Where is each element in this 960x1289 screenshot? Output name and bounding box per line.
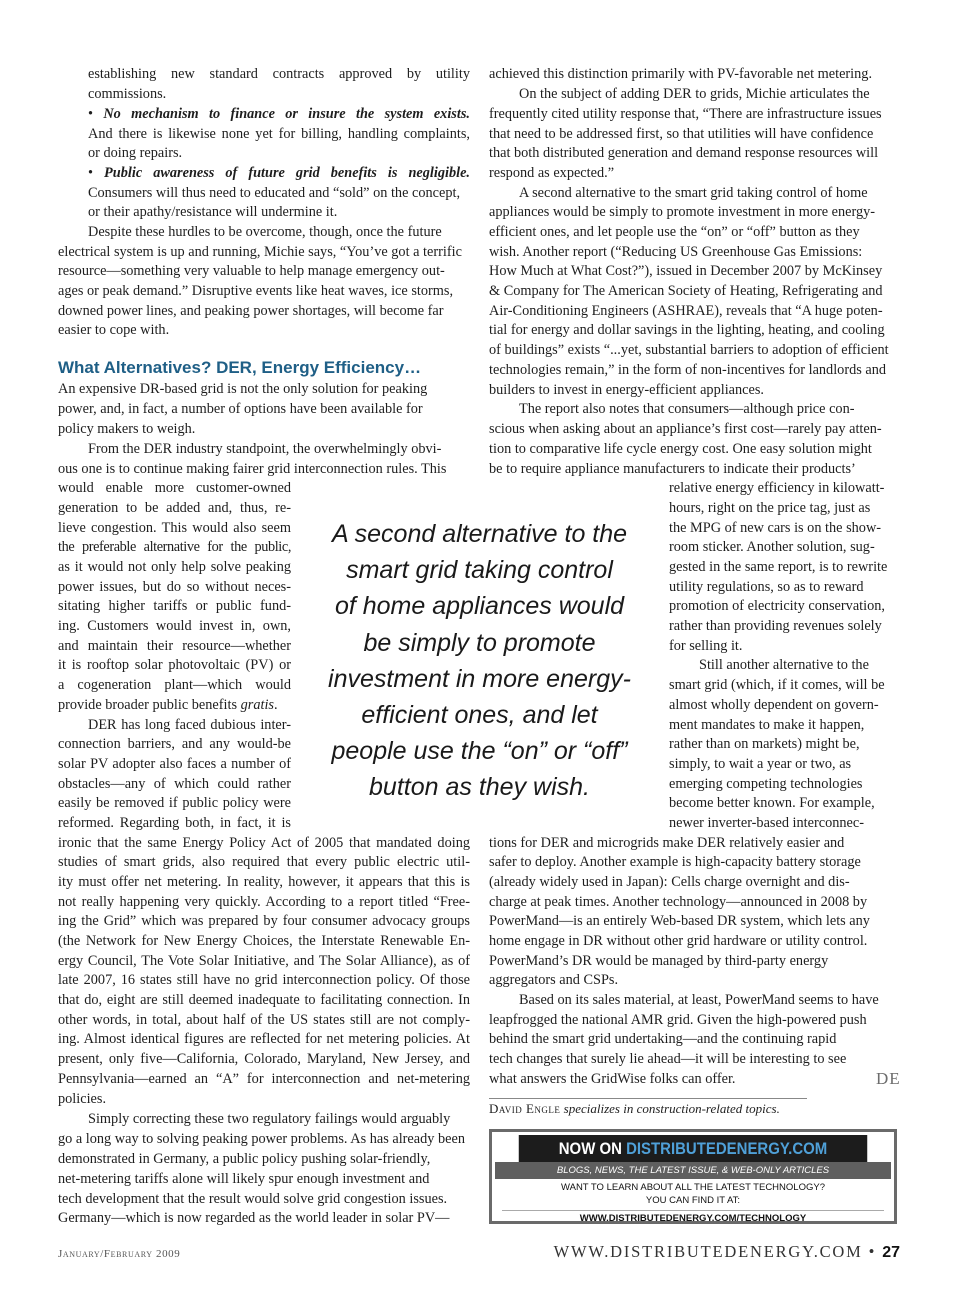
promo-divider [502,1210,884,1211]
body-text-line: emerging competing technologies [669,776,863,792]
body-text-line: would enable more customer-owned [58,480,291,496]
body-text-line: charge at peak times. Another technology—announced in 2008 by [489,894,868,910]
bullet-title: Public awareness of future grid benefits is negligible. [104,165,470,181]
body-text-line: obstacles—any of which could rather [58,776,291,792]
body-text-line: ergy Council, The Vote Solar Initiative, and The Solar Alliance), as of [58,953,470,969]
body-text-line: PowerMand—is an entirely Web-based DR system, which lets any [489,913,870,929]
body-text-line: the preferable alternative for the public, [58,539,291,555]
body-text-line: frequently cited utility response that, “There are infrastructure issues [489,106,882,122]
body-text-line: achieved this distinction primarily with PV-favorable net metering. [489,66,873,82]
body-text-line: ing. Customers would invest in, own, [58,618,291,634]
body-text-line: net-metering tariffs alone will likely spur enough investment and [58,1171,430,1187]
body-text-line: simply, to wait a year or two, as [669,756,852,772]
pull-quote-line: efficient ones, and let [361,701,598,730]
promo-tagline: BLOGS, NEWS, THE LATEST ISSUE, & WEB-ONLY ARTICLES [495,1162,891,1179]
body-text-line: aggregators and CSPs. [489,972,619,988]
promo-now-on: NOW ON [558,1139,622,1158]
body-text-line: leapfrogged the national AMR grid. Given the high-powered push [489,1012,867,1028]
pull-quote-line: people use the “on” or “off” [331,737,628,766]
author-bio: specializes in construction-related topics. [563,1101,780,1116]
body-text-line: or their apathy/resistance will undermine it. [88,204,338,220]
body-text-line: Germany—which is now regarded as the world leader in solar PV— [58,1210,450,1226]
body-text-line: become better known. For example, [669,795,875,811]
body-text-line: of buildings” exists “...yet, substantial barriers to adoption of efficient [489,342,889,358]
body-text-line: studies of smart grids, also required that every public electric util- [58,854,470,870]
body-text-line: ages or peak demand.” Disruptive events like heat waves, ice storms, [58,283,454,299]
pull-quote [308,516,651,806]
body-text-line: And there is likewise none yet for billing, handling complaints, [88,126,470,142]
body-text-line: home engage in DR without other grid hardware or utility control. [489,933,868,949]
issue-date: January/February 2009 [58,1248,181,1260]
body-text-line: behind the smart grid undertaking—and the continuing rapid [489,1031,837,1047]
body-text-line: resource—something very valuable to help manage emergency out- [58,263,445,279]
section-heading: What Alternatives? DER, Energy Efficiency… [58,358,422,377]
body-text-line: that both distributed generation and demand response resources will [489,145,879,161]
body-text-line: tech development that the result would solve grid congestion issues. [58,1191,448,1207]
promo-body-line: WANT TO LEARN ABOUT ALL THE LATEST TECHNOLOGY? [561,1182,825,1193]
page-number: 27 [882,1244,900,1261]
promo-body [495,1182,891,1207]
body-text-line: easily be removed if public policy were [58,795,291,811]
body-text-line: Based on its sales material, at least, PowerMand seems to have [519,992,879,1008]
body-text-line [58,696,278,716]
body-text-line: safer to deploy. Another example is high-capacity battery storage [489,854,861,870]
body-text-line: & Company for The American Society of Heating, Refrigerating and [489,283,883,299]
body-text-line: present, only five—California, Colorado, Maryland, New Jersey, and [58,1051,470,1067]
body-text-line: respond as expected.” [489,165,615,181]
body-text-line: An expensive DR-based grid is not the only solution for peaking [58,381,428,397]
body-text-line: room sticker. Another solution, sug- [669,539,875,555]
body-text-line: relative energy efficiency in kilowatt- [669,480,885,496]
body-text-line: connection barriers, and any would-be [58,736,291,752]
promo-header [519,1135,867,1162]
body-text-line: power, and, in fact, a number of options have been available for [58,401,423,417]
pull-quote-line: A second alternative to the [331,520,628,548]
body-text-line: tial for energy and dollar savings in the lighting, heating, and cooling [489,322,885,338]
body-text-line: tion to comparative life cycle energy cost. One easy solution might [489,441,872,457]
body-text-line: demonstrated in Germany, a public policy pushing solar-friendly, [58,1151,431,1167]
body-text-line: Still another alternative to the [699,657,869,673]
body-text-line: ity must offer net metering. In reality, however, it appears that this is [58,874,470,890]
pull-quote-line: smart grid taking control [346,556,613,585]
end-mark: DE [876,1069,901,1088]
body-text-line: not really happening very quickly. According to a report titled “Free- [58,894,470,910]
body-text-line: tions for DER and microgrids make DER relatively easier and [489,835,845,851]
pull-quote-line: be simply to promote [363,628,596,657]
body-text-line: technologies remain,” in the form of non-incentives for landlords and [489,362,887,378]
body-text-line: (the Network for New Energy Choices, the Interstate Renewable En- [58,933,470,949]
body-text-line: ing the Grid” which was prepared by four consumer advocacy groups [58,913,470,929]
body-text-line: generation to be added and, thus, re- [58,500,291,516]
byline-divider [489,1098,807,1099]
body-text-line: policy makers to weigh. [58,421,196,437]
body-text-line: commissions. [88,86,167,102]
promo-site-link[interactable]: DISTRIBUTEDENERGY.COM [626,1139,828,1158]
body-text-line: PowerMand’s DR would be managed by third-party energy [489,953,829,969]
body-text-line: builders to invest in energy-efficient appliances. [489,382,764,398]
body-text-line: utility regulations, so as to reward [669,579,864,595]
body-text-line: as it would not only help solve peaking [58,559,291,575]
pull-quote-line: button as they wish. [369,773,590,802]
body-text-line: Simply correcting these two regulatory failings would arguably [88,1111,451,1127]
body-text-line: solar PV adopter also faces a number of [58,756,291,772]
body-text-line: On the subject of adding DER to grids, Michie articulates the [519,86,870,102]
body-text-line: lieve congestion. This would also seem [58,520,291,536]
body-text-line: a cogeneration plant—which would [58,677,291,693]
body-text-line: ment mandates to make it happen, [669,717,865,733]
body-text-line: almost wholly dependent on govern- [669,697,879,713]
author-byline [489,1101,780,1117]
body-text-line: appliances would be simply to promote investment in more energy- [489,204,876,220]
body-text-line: Despite these hurdles to be overcome, though, once the future [88,224,442,240]
bullet-item: • No mechanism to finance or insure the system exists. [88,106,470,122]
body-text-line: easier to cope with. [58,322,170,338]
body-text-line: establishing new standard contracts approved by utility [88,66,470,82]
body-text-line: promotion of electricity conservation, [669,598,885,614]
body-text-line: gested in the same report, is to rewrite [669,559,888,575]
body-text-line: policies. [58,1091,107,1107]
footer-separator: • [868,1242,877,1261]
bullet-item: • Public awareness of future grid benefits is negligible. [88,165,470,181]
body-text-line: be to require appliance manufacturers to indicate their products’ [489,461,856,477]
body-text-line: rather than providing revenues solely [669,618,882,634]
body-text-line: ironic that the same Energy Policy Act of 2005 that mandated doing [58,835,470,851]
pull-quote-line: of home appliances would [334,592,625,621]
body-text-line: tech changes that surely lie ahead—it will be interesting to see [489,1051,847,1067]
body-text-line: efficient ones, and let people use the “on” or “off” button as they [489,224,860,240]
body-text-line: electrical system is up and running, Michie says, “You’ve got a terrific [58,244,462,260]
body-text-line: How Much at What Cost?”), issued in December 2007 by McKinsey [489,263,883,279]
promo-body-line: YOU CAN FIND IT AT: [645,1194,741,1206]
footer-site-url[interactable]: WWW.DISTRIBUTEDENERGY.COM [553,1242,863,1261]
emphasis-text: gratis [240,697,274,713]
pull-quote-line: investment in more energy- [328,664,631,693]
body-text-line: that need to be addressed first, so that utilities will have confidence [489,126,874,142]
body-text-line: go a long way to solving peaking power problems. As has already been [58,1131,465,1147]
body-text-line: reformed. Regarding both, in fact, it is [58,815,291,831]
body-text-line: sitating higher tariffs or public fund- [58,598,291,614]
promo-technology-link[interactable]: WWW.DISTRIBUTEDENERGY.COM/TECHNOLOGY [579,1213,807,1224]
text-fragment: provide broader public benefits [58,697,241,713]
body-text-line: for selling it. [669,638,743,654]
body-text-line: ing. Almost identical figures are reflected for net metering policies. At [58,1031,470,1047]
body-text-line: what answers the GridWise folks can offer. [489,1071,736,1087]
body-text-line: The report also notes that consumers—although price con- [519,401,855,417]
text-fragment: . [274,697,278,713]
body-text-line: hours, right on the price tag, just as [669,500,871,516]
body-text-line: other words, in total, about half of the US states still are not comply- [58,1012,470,1028]
body-text-line: Air-Conditioning Engineers (ASHRAE), reveals that “A huge poten- [489,303,883,319]
body-text-line: it is rooftop solar photovoltaic (PV) or [58,657,291,673]
bullet-title: No mechanism to finance or insure the system exists. [103,106,470,122]
body-text-line: scious when asking about an appliance’s first cost—rarely pay atten- [489,421,882,437]
body-text-line: DER has long faced dubious inter- [88,717,291,733]
body-text-line: Consumers will thus need to educated and “sold” on the concept, [88,185,461,201]
body-text-line: Pennsylvania—earned an “A” for interconnection and net-metering [58,1071,470,1087]
body-text-line: the MPG of new cars is on the show- [669,520,882,536]
body-text-line: downed power lines, and peaking power shortages, will become far [58,303,444,319]
website-promo-box [489,1129,897,1224]
body-text-line: that do, eight are still deemed inadequate to facilitating connection. In [58,992,470,1008]
body-text-line: From the DER industry standpoint, the overwhelmingly obvi- [88,441,442,457]
body-text-line: power issues, but do so without neces- [58,579,291,595]
body-text-line: (already widely used in Japan): Cells charge overnight and dis- [489,874,850,890]
body-text-line: rather than on markets) might be, [669,736,860,752]
page-footer [554,1242,900,1262]
body-text-line: newer inverter-based interconnec- [669,815,864,831]
body-text-line: and maintain their resource—whether [58,638,291,654]
body-text-line: late 2007, 16 states still have no grid interconnection policy. Of those [58,972,470,988]
body-text-line: wish. Another report (“Reducing US Greenhouse Gas Emissions: [489,244,863,260]
body-text-line: A second alternative to the smart grid taking control of home [519,185,868,201]
body-text-line: ous one is to continue making fairer grid interconnection rules. This [58,461,447,477]
body-text-line: or doing repairs. [88,145,183,161]
body-text-line: smart grid (which, if it comes, will be [669,677,885,693]
author-name: David Engle [489,1101,561,1116]
